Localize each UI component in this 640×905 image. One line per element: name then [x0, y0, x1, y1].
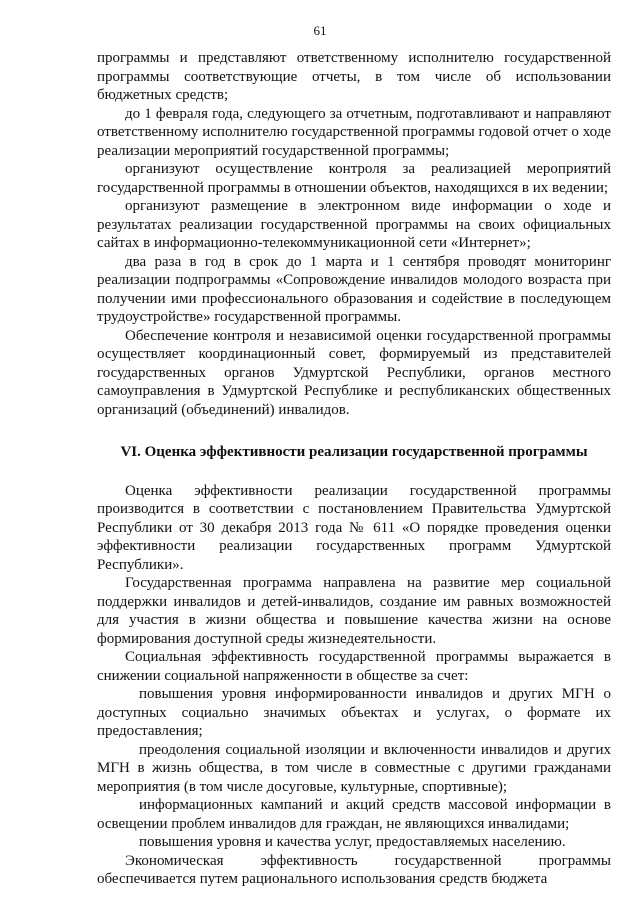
paragraph-website: организуют размещение в электронном виде информации о ходе и результатах реализации государственной программы на своих официальных сайтах в информационно-телекоммуникационной сети «Интернет»; [97, 198, 611, 251]
list-item-awareness: повышения уровня информированности инвалидов и других МГН о доступных социально значимых объектах и услугах, о формате их предоставления; [97, 686, 611, 739]
list-item-isolation: преодоления социальной изоляции и включенности инвалидов и других МГН в жизнь общества, в том числе в совместные с другими гражданами мероприятия (в том числе досуговые, культурные, спортивные); [97, 741, 611, 795]
list-item-services: повышения уровня и качества услуг, предоставляемых населению. [139, 834, 566, 850]
section-heading: VI. Оценка эффективности реализации государственной программы [120, 444, 588, 460]
paragraph-control: организуют осуществление контроля за реализацией мероприятий государственной программы в отношении объектов, находящихся в их ведении; [97, 161, 611, 196]
page-number: 61 [313, 23, 327, 38]
paragraph-monitoring: два раза в год в срок до 1 марта и 1 сентября проводят мониторинг реализации подпрограммы «Сопровождение инвалидов молодого возраста при получении ими профессионального образования и содействие в последующем трудоустройстве» государственной программы. [97, 253, 611, 325]
paragraph-evaluation: Оценка эффективности реализации государственной программы производится в соответствии с постановлением Правительства Удмуртской Республики от 30 декабря 2013 года № 611 «О порядке проведения оценки эффективности реализации государственных программ Удмуртской Республики». [97, 482, 611, 573]
paragraph-social-efficiency: Социальная эффективность государственной программы выражается в снижении социальной напряженности в обществе за счет: [97, 649, 611, 684]
paragraph-council: Обеспечение контроля и независимой оценки государственной программы осуществляет координационный совет, формируемый из представителей государственных органов Удмуртской Республики, органов местного самоуправления в Удмуртской Республике и республиканских общественных организаций (объединений) инвалидов. [97, 327, 611, 418]
paragraph-program-goal: Государственная программа направлена на развитие мер социальной поддержки инвалидов и детей-инвалидов, создание им равных возможностей для участия в жизни общества и повышение качества жизни на основе формирования доступной среды жизнедеятельности. [97, 575, 611, 647]
paragraph-annual-report: до 1 февраля года, следующего за отчетным, подготавливают и направляют ответственному исполнителю государственной программы годовой отчет о ходе реализации мероприятий государственной программы; [97, 105, 611, 159]
paragraph-economic-efficiency: Экономическая эффективность государственной программы обеспечивается путем рационального использования средств бюджета [97, 852, 611, 887]
paragraph-continuation: программы и представляют ответственному исполнителю государственной программы соответствующие отчеты, в том числе об использовании бюджетных средств; [97, 50, 611, 103]
list-item-media: информационных кампаний и акций средств массовой информации в освещении проблем инвалидов для граждан, не являющихся инвалидами; [97, 797, 611, 832]
document-body [97, 49, 611, 889]
